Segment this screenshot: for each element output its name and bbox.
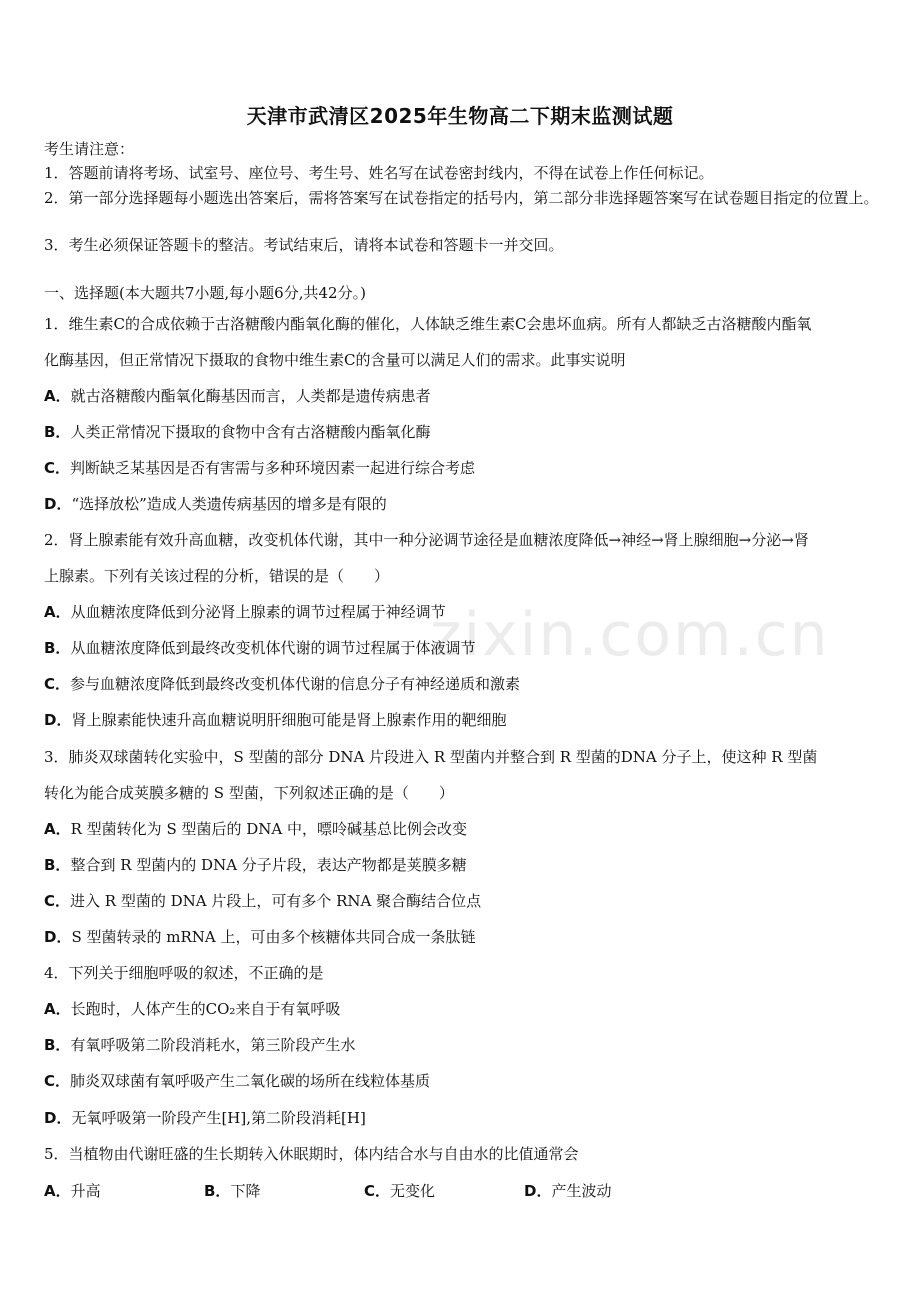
option-text: 长跑时，人体产生的CO₂来自于有氧呼吸 — [70, 1000, 341, 1018]
option-label: C． — [364, 1182, 391, 1200]
option-label: D． — [44, 928, 72, 946]
notice-heading: 考生请注意： — [44, 140, 135, 158]
q3-stem-line2: 转化为能合成荚膜多糖的 S 型菌，下列叙述正确的是（ ） — [44, 784, 454, 802]
q2-option-b — [44, 637, 890, 659]
q5-option-d — [524, 1180, 611, 1202]
option-text: 从血糖浓度降低到分泌肾上腺素的调节过程属于神经调节 — [70, 603, 446, 621]
option-text: 肺炎双球菌有氧呼吸产生二氧化碳的场所在线粒体基质 — [70, 1072, 431, 1090]
option-label: A． — [44, 1000, 71, 1018]
option-text: 整合到 R 型菌内的 DNA 分子片段，表达产物都是荚膜多糖 — [70, 856, 467, 874]
q2-option-d — [44, 709, 890, 731]
q5-stem: 5．当植物由代谢旺盛的生长期转入休眠期时，体内结合水与自由水的比值通常会 — [44, 1145, 579, 1163]
option-text: 人类正常情况下摄取的食物中含有古洛糖酸内酯氧化酶 — [70, 423, 431, 441]
q1-option-c — [44, 457, 890, 479]
option-label: C． — [44, 892, 71, 910]
q5-option-b — [204, 1180, 260, 1202]
watermark: zixin.com.cn — [430, 600, 830, 670]
section-heading: 一、选择题(本大题共7小题,每小题6分,共42分。) — [44, 284, 366, 302]
option-label: A． — [44, 820, 71, 838]
q2-stem-line2: 上腺素。下列有关该过程的分析，错误的是（ ） — [44, 567, 390, 585]
option-label: B． — [44, 1036, 71, 1054]
option-label: B． — [44, 856, 71, 874]
q4-stem: 4．下列关于细胞呼吸的叙述，不正确的是 — [44, 964, 324, 982]
q3-option-c — [44, 890, 890, 912]
option-text: 下降 — [230, 1182, 261, 1200]
q1-stem-line1: 1．维生素C的合成依赖于古洛糖酸内酯氧化酶的催化，人体缺乏维生素C会患坏血病。所有人都缺乏古洛糖酸内酯氧 — [44, 315, 812, 333]
option-text: 无氧呼吸第一阶段产生[H],第二阶段消耗[H] — [71, 1109, 366, 1127]
q1-option-b — [44, 421, 890, 443]
q4-option-d — [44, 1107, 890, 1129]
option-text: 有氧呼吸第二阶段消耗水，第三阶段产生水 — [70, 1036, 356, 1054]
option-label: A． — [44, 603, 71, 621]
q1-option-d — [44, 493, 890, 515]
option-text: 产生波动 — [551, 1182, 612, 1200]
notice-item-1: 1．答题前请将考场、试室号、座位号、考生号、姓名写在试卷密封线内，不得在试卷上作任何标记。 — [44, 164, 714, 182]
q3-stem-line1: 3．肺炎双球菌转化实验中，S 型菌的部分 DNA 片段进入 R 型菌内并整合到 R 型菌的DNA 分子上，使这种 R 型菌 — [44, 748, 818, 766]
option-text: 肾上腺素能快速升高血糖说明肝细胞可能是肾上腺素作用的靶细胞 — [71, 711, 507, 729]
option-text: 判断缺乏某基因是否有害需与多种环境因素一起进行综合考虑 — [70, 459, 476, 477]
q3-option-d — [44, 926, 890, 948]
q5-option-c — [364, 1180, 435, 1202]
q3-option-a — [44, 818, 890, 840]
option-label: C． — [44, 1072, 71, 1090]
option-label: B． — [204, 1182, 231, 1200]
option-label: D． — [524, 1182, 552, 1200]
option-label: C． — [44, 675, 71, 693]
option-label: D． — [44, 1109, 72, 1127]
option-label: D． — [44, 711, 72, 729]
option-text: 进入 R 型菌的 DNA 片段上，可有多个 RNA 聚合酶结合位点 — [70, 892, 482, 910]
option-label: C． — [44, 459, 71, 477]
option-text: 参与血糖浓度降低到最终改变机体代谢的信息分子有神经递质和激素 — [70, 675, 521, 693]
option-label: A． — [44, 387, 71, 405]
option-text: 从血糖浓度降低到最终改变机体代谢的调节过程属于体液调节 — [70, 639, 476, 657]
q2-option-c — [44, 673, 890, 695]
option-label: B． — [44, 639, 71, 657]
q1-option-a — [44, 385, 890, 407]
option-text: 就古洛糖酸内酯氧化酶基因而言，人类都是遗传病患者 — [70, 387, 431, 405]
q2-stem-line1: 2．肾上腺素能有效升高血糖，改变机体代谢，其中一种分泌调节途径是血糖浓度降低→神经→肾上腺细胞→分泌→肾 — [44, 531, 809, 549]
q4-option-c — [44, 1070, 890, 1092]
notice-item-3: 3．考生必须保证答题卡的整洁。考试结束后，请将本试卷和答题卡一并交回。 — [44, 236, 564, 254]
q3-option-b — [44, 854, 890, 876]
option-text: “选择放松”造成人类遗传病基因的增多是有限的 — [71, 495, 387, 513]
q4-option-a — [44, 998, 890, 1020]
q1-stem-line2: 化酶基因，但正常情况下摄取的食物中维生素C的含量可以满足人们的需求。此事实说明 — [44, 351, 626, 369]
notice-item-2: 2．第一部分选择题每小题选出答案后，需将答案写在试卷指定的括号内，第二部分非选择题答案写在试卷题目指定的位置上。 — [44, 189, 879, 207]
option-label: B． — [44, 423, 71, 441]
option-text: R 型菌转化为 S 型菌后的 DNA 中，嘌呤碱基总比例会改变 — [70, 820, 468, 838]
q2-option-a — [44, 601, 890, 623]
option-text: 无变化 — [390, 1182, 436, 1200]
page-title: 天津市武清区2025年生物高二下期末监测试题 — [246, 104, 674, 128]
option-label: A． — [44, 1182, 71, 1200]
option-text: S 型菌转录的 mRNA 上，可由多个核糖体共同合成一条肽链 — [71, 928, 476, 946]
option-label: D． — [44, 495, 72, 513]
q4-option-b — [44, 1034, 890, 1056]
q5-option-a — [44, 1180, 101, 1202]
option-text: 升高 — [70, 1182, 101, 1200]
